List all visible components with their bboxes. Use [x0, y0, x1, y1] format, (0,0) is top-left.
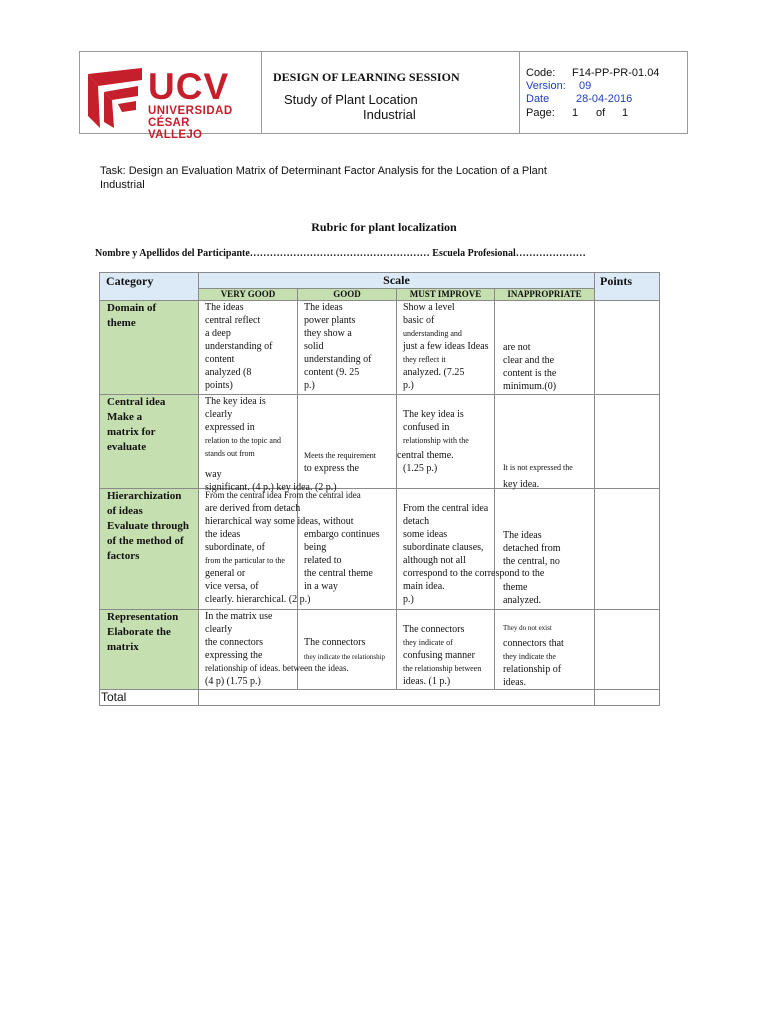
task-line: Task: Design an Evaluation Matrix of Determinant Factor Analysis for the Location of a Plant [100, 165, 547, 177]
header-scale: Scale [199, 272, 595, 289]
header-category: Category [99, 272, 199, 301]
category-label: Hierarchization of ideas Evaluate through of the method of factors [107, 490, 190, 562]
document-subtitle: Study of Plant Location [284, 92, 418, 107]
criterion-text: The ideas detached from the central, no theme analyzed. [503, 530, 561, 606]
points-cell [595, 610, 660, 690]
total-points-cell [595, 690, 660, 706]
criterion-text: From the central idea detach some ideas subordinate clauses, although not all correspond to the correspond to the main idea. p.) [403, 503, 545, 605]
task-line: Industrial [100, 179, 145, 191]
header-points: Points [595, 272, 660, 301]
logo-line-2: CÉSAR VALLEJO [148, 117, 203, 141]
criterion-text: are not clear and the content is the minimum.(0) [503, 342, 557, 392]
ucv-logo-mark [86, 68, 144, 128]
page-of: of [596, 107, 606, 119]
criterion-text: The connectors they indicate of confusing manner the relationship between ideas. (1 p.) [403, 624, 482, 687]
criterion-text: It is not expressed the key idea. [503, 463, 573, 490]
logo-wordmark: UCV [148, 66, 230, 107]
criterion-text: In the matrix use clearly the connectors expressing the relationship of ideas. between the ideas. (4 p) (1.75 p.) [205, 611, 349, 687]
scale-must-improve: MUST IMPROVE [397, 289, 495, 301]
points-cell [595, 489, 660, 610]
participant-line: Nombre y Apellidos del Participante……………………………………………… Escuela Profesional………………… [95, 248, 586, 259]
date-field [526, 93, 633, 106]
scale-inappropriate: INAPPROPRIATE [495, 289, 595, 301]
page-field [526, 107, 629, 120]
points-cell [595, 301, 660, 395]
version-label: Version: [526, 80, 566, 92]
total-label: Total [99, 690, 199, 706]
points-cell [595, 395, 660, 489]
date-label: Date [526, 93, 550, 105]
version-field [526, 80, 592, 93]
criterion-text: Show a level basic of understanding and just a few ideas Ideas they reflect it analyzed. (7.25 p.) [403, 302, 489, 391]
criterion-text: The connectors they indicate the relationship [304, 637, 386, 661]
code-field [526, 67, 660, 80]
category-label: Domain of theme [107, 302, 157, 329]
header-divider [261, 52, 262, 133]
page-label: Page: [526, 107, 555, 119]
criterion-text: The ideas power plants they show a solid understanding of content (9. 25 p.) [304, 302, 372, 391]
scale-very-good: VERY GOOD [199, 289, 298, 301]
document-subtitle-2: Industrial [363, 107, 416, 122]
rubric-title: Rubric for plant localization [311, 220, 457, 234]
criterion-text: They do not exist connectors that they indicate the relationship of ideas. [503, 624, 564, 688]
page-total: 1 [622, 107, 629, 119]
criterion-text: The key idea is clearly expressed in relation to the topic and stands out from way significant. (4 p.) key idea. (2 p.) [205, 396, 337, 493]
task-description [100, 164, 600, 192]
code-value: F14-PP-PR-01.04 [572, 67, 660, 79]
total-cell [199, 690, 595, 706]
header-divider [519, 52, 520, 133]
version-value: 09 [579, 80, 592, 92]
criterion-text: The ideas central reflect a deep understanding of content analyzed (8 points) [205, 302, 273, 391]
criterion-text: From the central idea From the central idea are derived from detach hierarchical way some ideas, without the ideas subordinate, of from the particular to the general or vice versa, of clearly. hierarchical. (2 p.) [205, 490, 361, 605]
ucv-logo [86, 66, 236, 141]
page-number: 1 [572, 107, 579, 119]
date-value: 28-04-2016 [576, 93, 633, 105]
document-title: DESIGN OF LEARNING SESSION [273, 70, 460, 84]
category-label: Representation Elaborate the matrix [107, 611, 179, 653]
criterion-text: Meets the requirement to express the [304, 451, 376, 474]
criterion-text: embargo continues being related to the central theme in a way [304, 529, 380, 592]
criterion-text: The key idea is confused in relationship with the central theme. (1.25 p.) [397, 409, 469, 474]
logo-line-1: UNIVERSIDAD [148, 105, 233, 117]
code-label: Code: [526, 67, 556, 79]
category-label: Central idea Make a matrix for evaluate [107, 396, 166, 453]
scale-good: GOOD [298, 289, 397, 301]
document-header [79, 51, 688, 141]
